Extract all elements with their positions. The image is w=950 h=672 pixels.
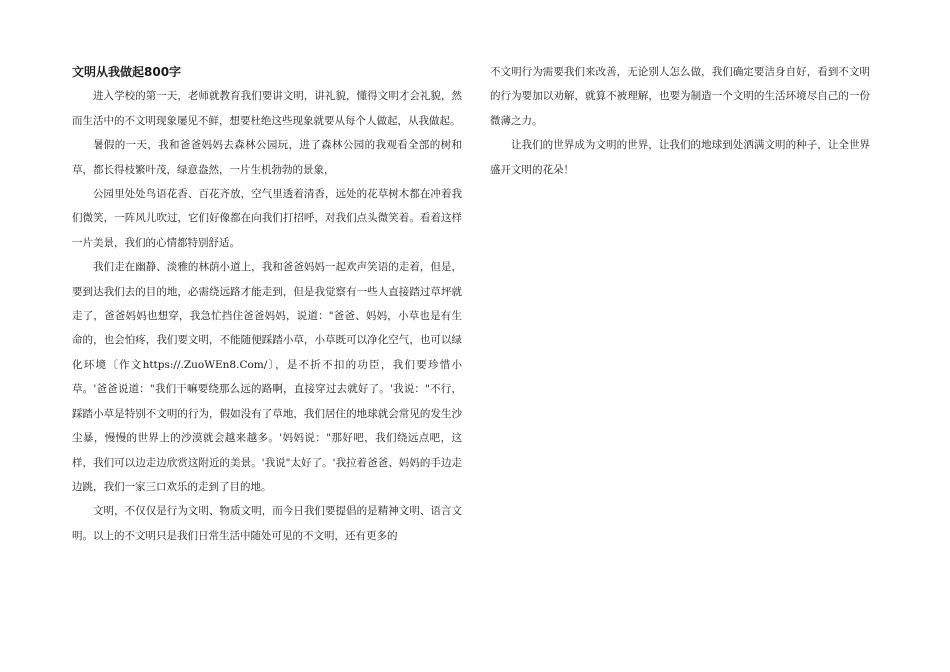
paragraph-4: 我们走在幽静、淡雅的林荫小道上，我和爸爸妈妈一起欢声笑语的走着，但是，要到达我们去的目的地，必需绕远路才能走到，但是我觉察有一些人直接踏过草坪就走了，爸爸妈妈也想穿，我急忙挡住爸爸妈妈，说道："爸爸、妈妈，小草也是有生命的，也会怕疼，我们要文明，不能随便踩踏小草，小草既可以净化空气，也可以绿化环境〔作文https://.ZuoWEn8.Com/〕，是不折不扣的功臣，我们要珍惜小草。'爸爸说道："我们干嘛要绕那么远的路啊，直接穿过去就好了。'我说："不行，踩踏小草是特别不文明的行为，假如没有了草地，我们居住的地球就会常见的发生沙尘暴，慢慢的世界上的沙漠就会越来越多。'妈妈说："那好吧，我们绕远点吧，这样，我们可以边走边欣赏这附近的美景。'我说"太好了。'我拉着爸爸、妈妈的手边走边跳，我们一家三口欢乐的走到了目的地。 (72, 261, 462, 493)
paragraph-2: 暑假的一天，我和爸爸妈妈去森林公园玩，进了森林公园的我观看全部的树和草，都长得枝繁叶茂，绿意盎然，一片生机勃勃的景象， (72, 139, 462, 176)
paragraph-5: 文明，不仅仅是行为文明、物质文明，而今日我们要提倡的是精神文明、语言文明。以上的不文明只是我们日常生活中随处可见的不文明，还有更多的 (72, 505, 462, 542)
left-column (72, 60, 462, 548)
right-column (490, 60, 870, 182)
paragraph-6: 让我们的世界成为文明的世界，让我们的地球到处洒满文明的种子，让全世界盛开文明的花朵！ (490, 139, 870, 176)
paragraph-1: 进入学校的第一天，老师就教育我们要讲文明，讲礼貌，懂得文明才会礼貌，然而生活中的不文明现象屡见不鲜，想要杜绝这些现象就要从每个人做起，从我做起。 (72, 90, 462, 127)
paragraph-3: 公园里处处鸟语花香、百花齐放，空气里透着清香，远处的花草树木都在冲着我们微笑，一阵风儿吹过，它们好像都在向我们打招呼，对我们点头微笑着。看着这样一片美景，我们的心情都特别舒适。 (72, 188, 462, 249)
paragraph-5-continued: 不文明行为需要我们来改善，无论别人怎么做，我们确定要洁身自好，看到不文明的行为要加以劝解，就算不被理解，也要为制造一个文明的生活环境尽自己的一份微薄之力。 (490, 66, 870, 127)
document-title: 文明从我做起800字 (72, 65, 182, 79)
